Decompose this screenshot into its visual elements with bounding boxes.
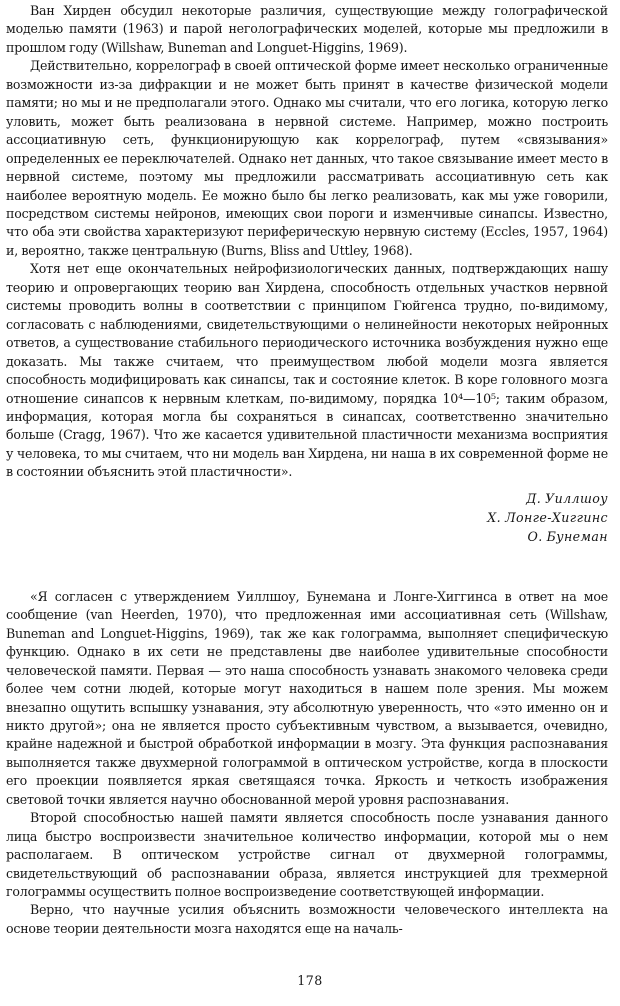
- paragraph-4: «Я согласен с утверждением Уиллшоу, Бунемана и Лонге-Хиггинса в ответ на мое сообщение (van Heerden, 1970), что предложенная ими ассоциативная сеть (Willshaw, Buneman and Longuet-Higgins, 1969), так же как голограмма, выполняет специфическую функцию. Однако в их сети не представлены две наиболее удивительные способности человеческой памяти. Первая — это наша способность узнавать знакомого человека среди более чем сотни людей, которые могут находиться в нашем поле зрения. Мы можем внезапно ощутить вспышку узнавания, эту абсолютную уверенность, что «это именно он и никто другой»; она не является просто субъективным чувством, а вызывается, очевидно, крайне надежной и быстрой обработкой информации в мозгу. Эта функция распознавания выполняется также двухмерной голограммой в оптическом устройстве, когда в плоскости его проекции появляется яркая светящаяся точка. Яркость и четкость изображения световой точки является научно обоснованной мерой уровня распознавания.: [6, 588, 608, 807]
- page-number: 178: [297, 973, 323, 988]
- signature-longuet-higgins: Х. Лонге-Хиггинс: [487, 509, 608, 525]
- paragraph-1: Ван Хирден обсудил некоторые различия, существующие между голографической моделью памяти (1963) и парой неголографических моделей, которые мы предложили в прошлом году (Willshaw, Buneman and Longuet-Higgins, 1969).: [6, 3, 608, 55]
- authors-reply-section: [6, 2, 608, 546]
- paragraph-6: Верно, что научные усилия объяснить возможности человеческого интеллекта на основе теории деятельности мозга находятся еще на началь-: [6, 902, 608, 936]
- section-gap: [6, 546, 608, 588]
- signature-willshaw: Д. Уиллшоу: [526, 490, 608, 506]
- paragraph-5: Второй способностью нашей памяти является способность после узнавания данного лица быстро воспроизвести значительное количество информации, которой мы о нем располагаем. В оптическом устройстве сигнал от двухмерной голограммы, свидетельствующий об распознавании образа, является инструкцией для трехмерной голограммы осуществить полное воспроизведение соответствующей информации.: [6, 810, 608, 900]
- paragraph-3: Хотя нет еще окончательных нейрофизиологических данных, подтверждающих нашу теорию и опровергающих теорию ван Хирдена, способность отдельных участков нервной системы проводить волны в соответствии с принципом Гюйгенса трудно, по-видимому, согласовать с наблюдениями, свидетельствующими о нелинейности некоторых нейронных ответов, а существование стабильного периодического источника возбуждения нужно еще доказать. Мы также считаем, что преимуществом любой модели мозга является способность модифицировать как синапсы, так и состояние клеток. В коре головного мозга отношение синапсов к нервным клеткам, по-видимому, порядка 10⁴—10⁵; таким образом, информация, которая могла бы сохраняться в синапсах, соответственно значительно больше (Cragg, 1967). Что же касается удивительной пластичности механизма восприятия у человека, то мы считаем, что ни модель ван Хирдена, ни наша в их современной форме не в состоянии объяснить этой пластичности».: [6, 261, 608, 480]
- van-heerden-reply-section: [6, 588, 608, 939]
- paragraph-2: Действительно, коррелограф в своей оптической форме имеет несколько ограниченные возможности из-за дифракции и не может быть принят в качестве физической модели памяти; но мы и не предполагали этого. Однако мы считали, что его логика, которую легко уловить, может быть реализована в нервной системе. Например, можно построить ассоциативную сеть, функционирующую как коррелограф, путем «связывания» определенных ее переключателей. Однако нет данных, что такое связывание имеет место в нервной системе, поэтому мы предложили рассматривать ассоциативную сеть как наиболее вероятную модель. Ее можно было бы легко реализовать, как мы уже говорили, посредством системы нейронов, имеющих свои пороги и изменчивые синапсы. Известно, что оба эти свойства характеризуют периферическую нервную систему (Eccles, 1957, 1964) и, вероятно, также центральную (Burns, Bliss and Uttley, 1968).: [6, 58, 608, 258]
- signature-buneman: О. Бунеман: [527, 528, 608, 544]
- signature-block: [6, 489, 608, 546]
